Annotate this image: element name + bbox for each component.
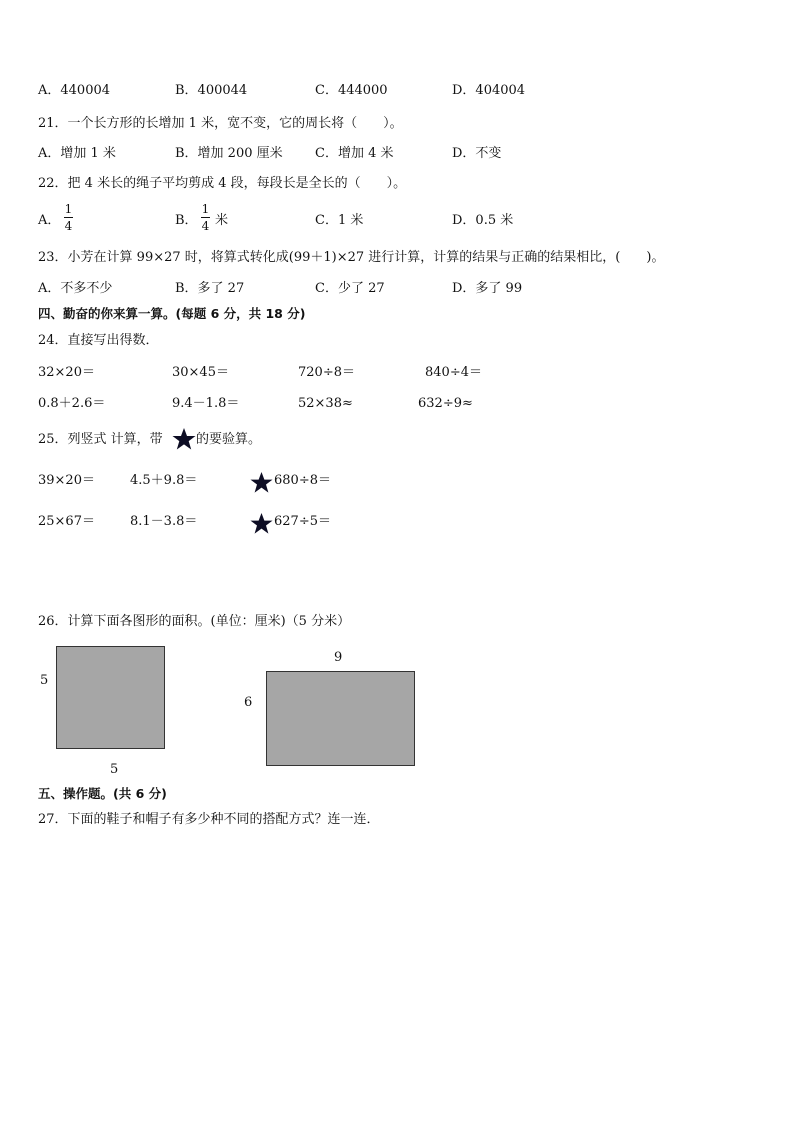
square-shape — [56, 646, 165, 749]
q25-item: 25×67＝ — [38, 514, 95, 529]
section-4-heading: 四、勤奋的你来算一算。(每题 6 分，共 18 分) — [38, 306, 306, 321]
q23-option-d: D．多了 99 — [452, 281, 523, 296]
q20-option-c: C．444000 — [315, 83, 388, 98]
fraction-bar — [64, 217, 73, 218]
fraction-denominator: 4 — [64, 219, 73, 233]
q24-item: 52×38≈ — [298, 396, 353, 411]
q24-item: 0.8＋2.6＝ — [38, 396, 106, 411]
q23-option-b: B．多了 27 — [175, 281, 245, 296]
star-icon — [250, 512, 273, 535]
q23-option-c: C．少了 27 — [315, 281, 385, 296]
q25-item: 680÷8＝ — [274, 473, 331, 488]
q21-stem: 21．一个长方形的长增加 1 米，宽不变，它的周长将（ ）。 — [38, 116, 403, 131]
q24-item: 9.4－1.8＝ — [172, 396, 240, 411]
q25-stem-end: 的要验算。 — [196, 432, 262, 447]
q24-item: 30×45＝ — [172, 365, 229, 380]
q20-option-d: D．404004 — [452, 83, 526, 98]
q24-item: 632÷9≈ — [418, 396, 473, 411]
q25-stem-start: 25．列竖式 计算，带 — [38, 432, 163, 447]
q26-stem: 26．计算下面各图形的面积。(单位：厘米)（5 分米） — [38, 614, 351, 629]
star-icon — [250, 471, 273, 494]
square-side-label: 5 — [40, 673, 49, 688]
q22-stem: 22．把 4 米长的绳子平均剪成 4 段，每段长是全长的（ ）。 — [38, 176, 407, 191]
fraction-bar — [201, 217, 210, 218]
q24-item: 840÷4＝ — [425, 365, 482, 380]
star-icon — [172, 427, 196, 451]
q22-option-a-prefix: A． — [38, 213, 61, 228]
q22-option-b-prefix: B． — [175, 213, 198, 228]
square-bottom-label: 5 — [110, 762, 119, 777]
q20-option-b: B．400044 — [175, 83, 248, 98]
q21-option-d: D．不变 — [452, 146, 502, 161]
q24-item: 720÷8＝ — [298, 365, 355, 380]
q22-option-b-unit: 米 — [215, 213, 229, 228]
q24-item: 32×20＝ — [38, 365, 95, 380]
q20-option-a: A．440004 — [38, 83, 111, 98]
q25-item: 8.1－3.8＝ — [130, 514, 198, 529]
q23-option-a: A．不多不少 — [38, 281, 113, 296]
rectangle-shape — [266, 671, 415, 766]
q25-item: 39×20＝ — [38, 473, 95, 488]
rectangle-width-label: 9 — [334, 650, 343, 665]
fraction-numerator: 1 — [201, 202, 210, 216]
fraction-denominator: 4 — [201, 219, 210, 233]
section-5-heading: 五、操作题。(共 6 分) — [38, 786, 167, 801]
q21-option-a: A．增加 1 米 — [38, 146, 116, 161]
q22-option-a-fraction — [64, 202, 73, 233]
rectangle-height-label: 6 — [244, 695, 253, 710]
q23-stem: 23．小芳在计算 99×27 时，将算式转化成(99＋1)×27 进行计算，计算的结果与正确的结果相比，( )。 — [38, 250, 665, 265]
q24-stem: 24．直接写出得数． — [38, 333, 159, 348]
q22-option-c: C．1 米 — [315, 213, 364, 228]
q22-option-d: D．0.5 米 — [452, 213, 514, 228]
q21-option-b: B．增加 200 厘米 — [175, 146, 283, 161]
q27-stem: 27．下面的鞋子和帽子有多少种不同的搭配方式？连一连． — [38, 812, 380, 827]
q25-item: 627÷5＝ — [274, 514, 331, 529]
q25-item: 4.5＋9.8＝ — [130, 473, 198, 488]
q22-option-b-fraction — [201, 202, 210, 233]
fraction-numerator: 1 — [64, 202, 73, 216]
q21-option-c: C．增加 4 米 — [315, 146, 394, 161]
